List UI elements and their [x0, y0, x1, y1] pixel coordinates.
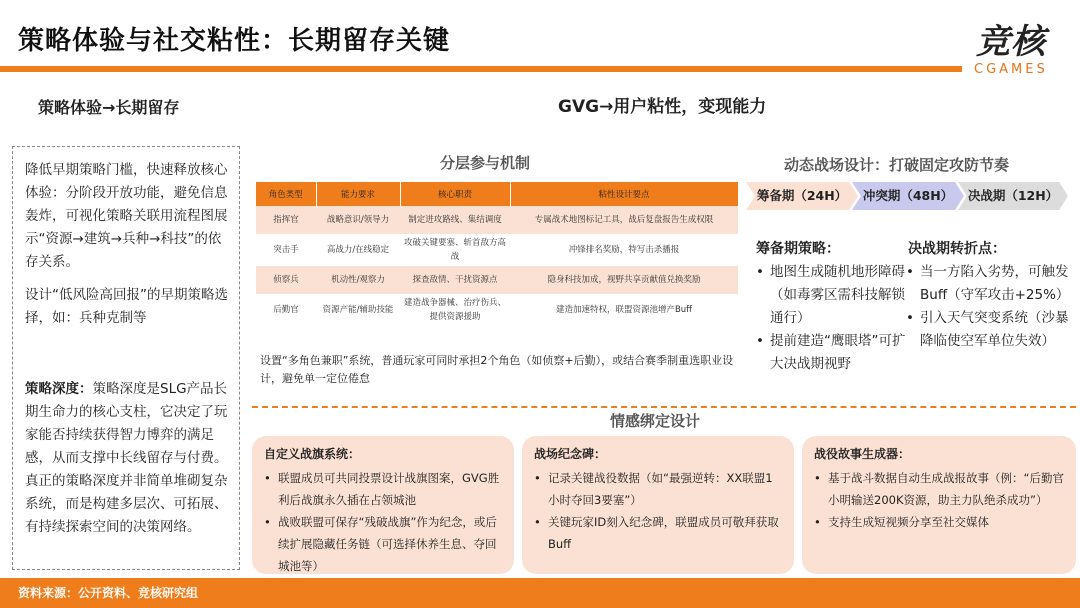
section-divider	[252, 406, 1076, 408]
table-cell: 资源产能/辅助技能	[316, 294, 400, 326]
logo-subtext: CGAMES	[974, 62, 1048, 77]
card-title: 自定义战旗系统：	[264, 447, 361, 461]
phase-label: 决战期（12H）	[967, 188, 1059, 203]
table-cell: 机动性/观察力	[316, 266, 400, 294]
table-cell: 侦察兵	[256, 266, 316, 294]
emotion-section-title: 情感绑定设计	[610, 412, 701, 430]
card-custom-banner	[252, 436, 514, 574]
table-cell: 探查敌情、干扰资源点	[400, 266, 510, 294]
card-item: • 记录关键战役数据（如“最强逆转：XX联盟1小时夺回3要塞”）	[534, 467, 784, 511]
role-table	[256, 182, 739, 326]
table-cell: 专属战术地图标记工具，战后复盘报告生成权限	[510, 206, 738, 234]
final-turning-item: • 引入天气突变系统（沙暴降临使空军单位失效）	[906, 307, 1074, 353]
strategy-experience-panel	[12, 146, 240, 570]
card-item: • 关键玩家ID刻入纪念碑，联盟成员可敬拜获取Buff	[534, 511, 784, 555]
multi-role-note: 设置“多角色兼职”系统，普通玩家可同时承担2个角色（如侦察+后勤），或结合赛季制重选职业设计，避免单一定位倦怠	[260, 354, 734, 385]
table-cell: 建造战争器械、治疗伤兵、提供资源援助	[400, 294, 510, 326]
table-cell: 建造加速特权，联盟资源池增产Buff	[510, 294, 738, 326]
card-item: • 战败联盟可保存“残破战旗”作为纪念，或后续扩展隐藏任务链（可选择休养生息、夺回城池等）	[264, 511, 504, 577]
strategy-depth-paragraph	[25, 378, 229, 539]
strategy-depth-label: 策略深度：	[25, 381, 93, 397]
card-title: 战役故事生成器：	[814, 447, 911, 461]
table-cell: 突击手	[256, 234, 316, 266]
prep-strategy-title: 筹备期策略：	[756, 241, 840, 257]
strategy-depth-text: 策略深度是SLG产品长期生命力的核心支柱，它决定了玩家能否持续获得智力博弈的满足感，从而支撑中长线留存与付费。真正的策略深度并非简单堆砌复杂系统，而是构建多层次、可拓展、有持续探索空间的决策网络。	[25, 381, 228, 535]
phase-final	[958, 182, 1068, 210]
prep-strategy-item: • 地图生成随机地形障碍（如毒雾区需科技解锁通行）	[756, 261, 906, 330]
table-header-row	[256, 182, 738, 206]
table-cell: 战略意识/领导力	[316, 206, 400, 234]
prep-strategy-block	[756, 238, 906, 376]
table-cell: 制定进攻路线、集结调度	[400, 206, 510, 234]
card-item: • 基于战斗数据自动生成战报故事（例：“后勤官小明输送200K资源，助主力队绝杀成功”）	[814, 467, 1066, 511]
source-note: 资料来源：公开资料、竞核研究组	[18, 586, 199, 600]
dynamic-section-title: 动态战场设计：打破固定攻防节奏	[784, 156, 1010, 174]
table-header-cell: 核心职责	[400, 182, 510, 206]
table-header-cell: 角色类型	[256, 182, 316, 206]
table-cell: 隐身科技加成，视野共享贡献值兑换奖励	[510, 266, 738, 294]
final-turning-item: • 当一方陷入劣势，可触发Buff（守军攻击+25%）	[906, 261, 1074, 307]
prep-strategy-item: • 提前建造“鹰眼塔”可扩大决战期视野	[756, 330, 906, 376]
onboarding-paragraph: 降低早期策略门槛，快速释放核心体验：分阶段开放功能，避免信息轰炸，可视化策略关联用流程图展示“资源→建筑→兵种→科技”的依存关系。	[25, 162, 228, 270]
phase-timeline	[746, 182, 1068, 210]
phase-conflict	[852, 182, 964, 210]
tier-section-title: 分层参与机制	[440, 154, 531, 172]
early-choice-paragraph: 设计“低风险高回报”的早期策略选择，如：兵种克制等	[25, 287, 228, 326]
card-monument	[522, 436, 794, 574]
logo-mark: 竞核	[976, 22, 1046, 62]
table-cell: 冲锋排名奖励，特写击杀播报	[510, 234, 738, 266]
table-row	[256, 294, 738, 326]
phase-prep	[746, 182, 858, 210]
left-section-heading: 策略体验→长期留存	[38, 98, 180, 117]
phase-label: 筹备期（24H）	[756, 188, 848, 203]
table-row	[256, 234, 738, 266]
page-title: 策略体验与社交粘性：长期留存关键	[18, 26, 451, 56]
card-item: • 支持生成短视频分享至社交媒体	[814, 511, 1066, 533]
brand-logo	[972, 22, 1064, 78]
table-row	[256, 206, 738, 234]
final-turning-title: 决战期转折点：	[908, 241, 1006, 257]
table-cell: 高战力/在线稳定	[316, 234, 400, 266]
card-title: 战场纪念碑：	[534, 447, 607, 461]
title-divider	[0, 66, 962, 72]
table-header-cell: 能力要求	[316, 182, 400, 206]
phase-label: 冲突期（48H）	[862, 188, 954, 203]
card-item: • 联盟成员可共同投票设计战旗图案，GVG胜利后战旗永久插在占领城池	[264, 467, 504, 511]
right-section-heading: GVG→用户粘性，变现能力	[558, 97, 767, 117]
table-cell: 攻破关键要塞、斩首敌方高战	[400, 234, 510, 266]
table-row	[256, 266, 738, 294]
table-cell: 后勤官	[256, 294, 316, 326]
final-turning-block	[906, 238, 1074, 353]
table-cell: 指挥官	[256, 206, 316, 234]
card-story-generator	[802, 436, 1076, 574]
table-header-cell: 粘性设计要点	[510, 182, 738, 206]
